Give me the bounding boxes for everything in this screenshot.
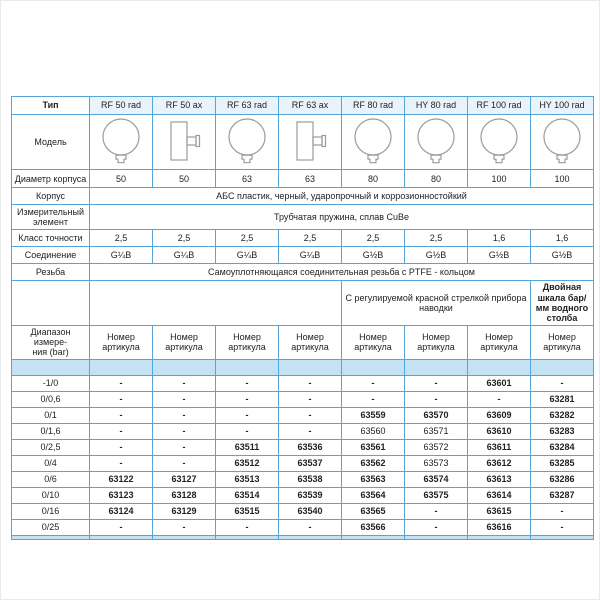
article-number: 63613 bbox=[468, 471, 531, 487]
article-number: 63514 bbox=[216, 487, 279, 503]
article-number: 63127 bbox=[153, 471, 216, 487]
empty-article-cell: - bbox=[90, 391, 153, 407]
range-label: 0/2,5 bbox=[12, 439, 90, 455]
article-number: 63610 bbox=[468, 423, 531, 439]
diameter-value: 100 bbox=[468, 170, 531, 188]
range-label: 0/1,6 bbox=[12, 423, 90, 439]
gauge-radial-icon bbox=[98, 116, 144, 166]
connection-value: G½B bbox=[531, 247, 594, 264]
empty-article-cell: - bbox=[90, 455, 153, 471]
diameter-row-label: Диаметр корпуса bbox=[12, 170, 90, 188]
range-header-label: Диапазон измере- ния (bar) bbox=[12, 325, 90, 359]
accuracy-value: 2,5 bbox=[405, 230, 468, 247]
diameter-value: 63 bbox=[216, 170, 279, 188]
table-row bbox=[12, 503, 594, 519]
range-label: 0/10 bbox=[12, 487, 90, 503]
article-number: 63615 bbox=[468, 503, 531, 519]
gauge-radial-icon bbox=[350, 116, 396, 166]
range-label: 0/4 bbox=[12, 455, 90, 471]
article-number: 63616 bbox=[468, 519, 531, 535]
article-number: 63511 bbox=[216, 439, 279, 455]
article-number: 63575 bbox=[405, 487, 468, 503]
empty-article-cell: - bbox=[342, 375, 405, 391]
diameter-value: 50 bbox=[90, 170, 153, 188]
connection-row bbox=[12, 247, 594, 264]
gauge-radial-icon bbox=[413, 116, 459, 166]
article-number: 63559 bbox=[342, 407, 405, 423]
empty-article-cell: - bbox=[153, 391, 216, 407]
article-number: 63609 bbox=[468, 407, 531, 423]
article-number: 63570 bbox=[405, 407, 468, 423]
article-number: 63536 bbox=[279, 439, 342, 455]
connection-row-label: Соединение bbox=[12, 247, 90, 264]
accuracy-row-label: Класс точности bbox=[12, 230, 90, 247]
range-header-row bbox=[12, 325, 594, 359]
empty-article-cell: - bbox=[531, 519, 594, 535]
model-icon-cell bbox=[468, 115, 531, 170]
article-number: 63611 bbox=[468, 439, 531, 455]
accuracy-value: 1,6 bbox=[468, 230, 531, 247]
empty-article-cell: - bbox=[153, 439, 216, 455]
notes-row-empty-label bbox=[12, 281, 90, 325]
diameter-value: 80 bbox=[342, 170, 405, 188]
article-number: 63612 bbox=[468, 455, 531, 471]
empty-article-cell: - bbox=[90, 407, 153, 423]
accuracy-value: 2,5 bbox=[90, 230, 153, 247]
accuracy-row bbox=[12, 230, 594, 247]
article-number: 63561 bbox=[342, 439, 405, 455]
empty-article-cell: - bbox=[405, 375, 468, 391]
article-number: 63513 bbox=[216, 471, 279, 487]
pressure-gauge-spec-table bbox=[11, 96, 594, 540]
article-number: 63574 bbox=[405, 471, 468, 487]
empty-article-cell: - bbox=[153, 375, 216, 391]
table-row bbox=[12, 487, 594, 503]
article-number: 63512 bbox=[216, 455, 279, 471]
article-number: 63124 bbox=[90, 503, 153, 519]
article-number: 63281 bbox=[531, 391, 594, 407]
gauge-axial-icon bbox=[161, 116, 207, 166]
thread-row-label: Резьба bbox=[12, 264, 90, 281]
connection-value: G¼B bbox=[153, 247, 216, 264]
bottom-spacer-row bbox=[12, 535, 594, 539]
article-number: 63560 bbox=[342, 423, 405, 439]
empty-article-cell: - bbox=[153, 407, 216, 423]
model-icon-cell bbox=[531, 115, 594, 170]
diameter-row bbox=[12, 170, 594, 188]
article-number: 63283 bbox=[531, 423, 594, 439]
empty-article-cell: - bbox=[405, 391, 468, 407]
notes-row bbox=[12, 281, 594, 325]
accuracy-value: 1,6 bbox=[531, 230, 594, 247]
article-header: Номер артикула bbox=[468, 325, 531, 359]
empty-article-cell: - bbox=[279, 423, 342, 439]
table-row bbox=[12, 439, 594, 455]
article-number: 63614 bbox=[468, 487, 531, 503]
range-rows bbox=[12, 375, 594, 535]
article-number: 63123 bbox=[90, 487, 153, 503]
column-header: RF 63 rad bbox=[216, 97, 279, 115]
model-icon-cell bbox=[153, 115, 216, 170]
notes-row-empty-cell bbox=[90, 281, 342, 325]
article-number: 63571 bbox=[405, 423, 468, 439]
gauge-axial-icon bbox=[287, 116, 333, 166]
model-icon-cell bbox=[405, 115, 468, 170]
article-header: Номер артикула bbox=[342, 325, 405, 359]
body-row-label: Корпус bbox=[12, 188, 90, 205]
article-number: 63287 bbox=[531, 487, 594, 503]
empty-article-cell: - bbox=[279, 375, 342, 391]
table-row bbox=[12, 375, 594, 391]
range-label: 0/1 bbox=[12, 407, 90, 423]
spacer-row bbox=[12, 359, 594, 375]
accuracy-value: 2,5 bbox=[216, 230, 279, 247]
article-header: Номер артикула bbox=[153, 325, 216, 359]
table-row bbox=[12, 471, 594, 487]
red-pointer-note: С регулируемой красной стрелкой прибора наводки bbox=[342, 281, 531, 325]
empty-article-cell: - bbox=[153, 519, 216, 535]
column-header: RF 100 rad bbox=[468, 97, 531, 115]
column-header: RF 50 rad bbox=[90, 97, 153, 115]
thread-value: Самоуплотняющаяся соединительная резьба с PTFE - кольцом bbox=[90, 264, 594, 281]
range-label: 0/0,6 bbox=[12, 391, 90, 407]
body-value: АБС пластик, черный, ударопрочный и коррозионностойкий bbox=[90, 188, 594, 205]
empty-article-cell: - bbox=[279, 519, 342, 535]
type-row-label: Тип bbox=[12, 97, 90, 115]
connection-value: G½B bbox=[342, 247, 405, 264]
empty-article-cell: - bbox=[90, 439, 153, 455]
empty-article-cell: - bbox=[216, 375, 279, 391]
diameter-value: 63 bbox=[279, 170, 342, 188]
empty-article-cell: - bbox=[279, 391, 342, 407]
article-number: 63540 bbox=[279, 503, 342, 519]
empty-article-cell: - bbox=[90, 423, 153, 439]
empty-article-cell: - bbox=[153, 423, 216, 439]
article-header: Номер артикула bbox=[531, 325, 594, 359]
connection-value: G½B bbox=[405, 247, 468, 264]
gauge-radial-icon bbox=[539, 116, 585, 166]
empty-article-cell: - bbox=[216, 407, 279, 423]
empty-article-cell: - bbox=[216, 423, 279, 439]
table-row bbox=[12, 407, 594, 423]
empty-article-cell: - bbox=[90, 375, 153, 391]
column-header: HY 100 rad bbox=[531, 97, 594, 115]
column-header: HY 80 rad bbox=[405, 97, 468, 115]
empty-article-cell: - bbox=[405, 519, 468, 535]
type-row bbox=[12, 97, 594, 115]
accuracy-value: 2,5 bbox=[279, 230, 342, 247]
range-label: -1/0 bbox=[12, 375, 90, 391]
article-number: 63122 bbox=[90, 471, 153, 487]
article-number: 63129 bbox=[153, 503, 216, 519]
column-header: RF 50 ax bbox=[153, 97, 216, 115]
column-header: RF 80 rad bbox=[342, 97, 405, 115]
empty-article-cell: - bbox=[468, 391, 531, 407]
accuracy-value: 2,5 bbox=[342, 230, 405, 247]
article-header: Номер артикула bbox=[216, 325, 279, 359]
article-number: 63128 bbox=[153, 487, 216, 503]
article-number: 63286 bbox=[531, 471, 594, 487]
article-number: 63572 bbox=[405, 439, 468, 455]
article-header: Номер артикула bbox=[405, 325, 468, 359]
empty-article-cell: - bbox=[90, 519, 153, 535]
model-icon-cell bbox=[216, 115, 279, 170]
empty-article-cell: - bbox=[153, 455, 216, 471]
article-number: 63566 bbox=[342, 519, 405, 535]
element-row-label: Измерительный элемент bbox=[12, 205, 90, 230]
empty-article-cell: - bbox=[279, 407, 342, 423]
range-label: 0/16 bbox=[12, 503, 90, 519]
connection-value: G¼B bbox=[279, 247, 342, 264]
article-number: 63284 bbox=[531, 439, 594, 455]
diameter-value: 50 bbox=[153, 170, 216, 188]
connection-value: G½B bbox=[468, 247, 531, 264]
diameter-value: 80 bbox=[405, 170, 468, 188]
element-row bbox=[12, 205, 594, 230]
table-row bbox=[12, 455, 594, 471]
range-label: 0/25 bbox=[12, 519, 90, 535]
article-number: 63563 bbox=[342, 471, 405, 487]
article-number: 63515 bbox=[216, 503, 279, 519]
model-icon-cell bbox=[279, 115, 342, 170]
article-number: 63282 bbox=[531, 407, 594, 423]
dual-scale-note: Двойная шкала бар/ мм водного столба bbox=[531, 281, 594, 325]
model-icon-cell bbox=[342, 115, 405, 170]
article-number: 63538 bbox=[279, 471, 342, 487]
gauge-radial-icon bbox=[476, 116, 522, 166]
connection-value: G¼B bbox=[216, 247, 279, 264]
model-row bbox=[12, 115, 594, 170]
element-value: Трубчатая пружина, сплав CuBe bbox=[90, 205, 594, 230]
article-header: Номер артикула bbox=[90, 325, 153, 359]
article-number: 63565 bbox=[342, 503, 405, 519]
table-row bbox=[12, 391, 594, 407]
empty-article-cell: - bbox=[342, 391, 405, 407]
gauge-radial-icon bbox=[224, 116, 270, 166]
article-number: 63564 bbox=[342, 487, 405, 503]
table-row bbox=[12, 519, 594, 535]
range-label: 0/6 bbox=[12, 471, 90, 487]
body-row bbox=[12, 188, 594, 205]
article-number: 63573 bbox=[405, 455, 468, 471]
empty-article-cell: - bbox=[216, 391, 279, 407]
article-header: Номер артикула bbox=[279, 325, 342, 359]
article-number: 63601 bbox=[468, 375, 531, 391]
table-row bbox=[12, 423, 594, 439]
empty-article-cell: - bbox=[216, 519, 279, 535]
article-number: 63285 bbox=[531, 455, 594, 471]
article-number: 63539 bbox=[279, 487, 342, 503]
column-header: RF 63 ax bbox=[279, 97, 342, 115]
connection-value: G¼B bbox=[90, 247, 153, 264]
article-number: 63537 bbox=[279, 455, 342, 471]
diameter-value: 100 bbox=[531, 170, 594, 188]
model-row-label: Модель bbox=[12, 115, 90, 170]
article-number: 63562 bbox=[342, 455, 405, 471]
empty-article-cell: - bbox=[531, 375, 594, 391]
thread-row bbox=[12, 264, 594, 281]
model-icon-cell bbox=[90, 115, 153, 170]
accuracy-value: 2,5 bbox=[153, 230, 216, 247]
empty-article-cell: - bbox=[405, 503, 468, 519]
empty-article-cell: - bbox=[531, 503, 594, 519]
